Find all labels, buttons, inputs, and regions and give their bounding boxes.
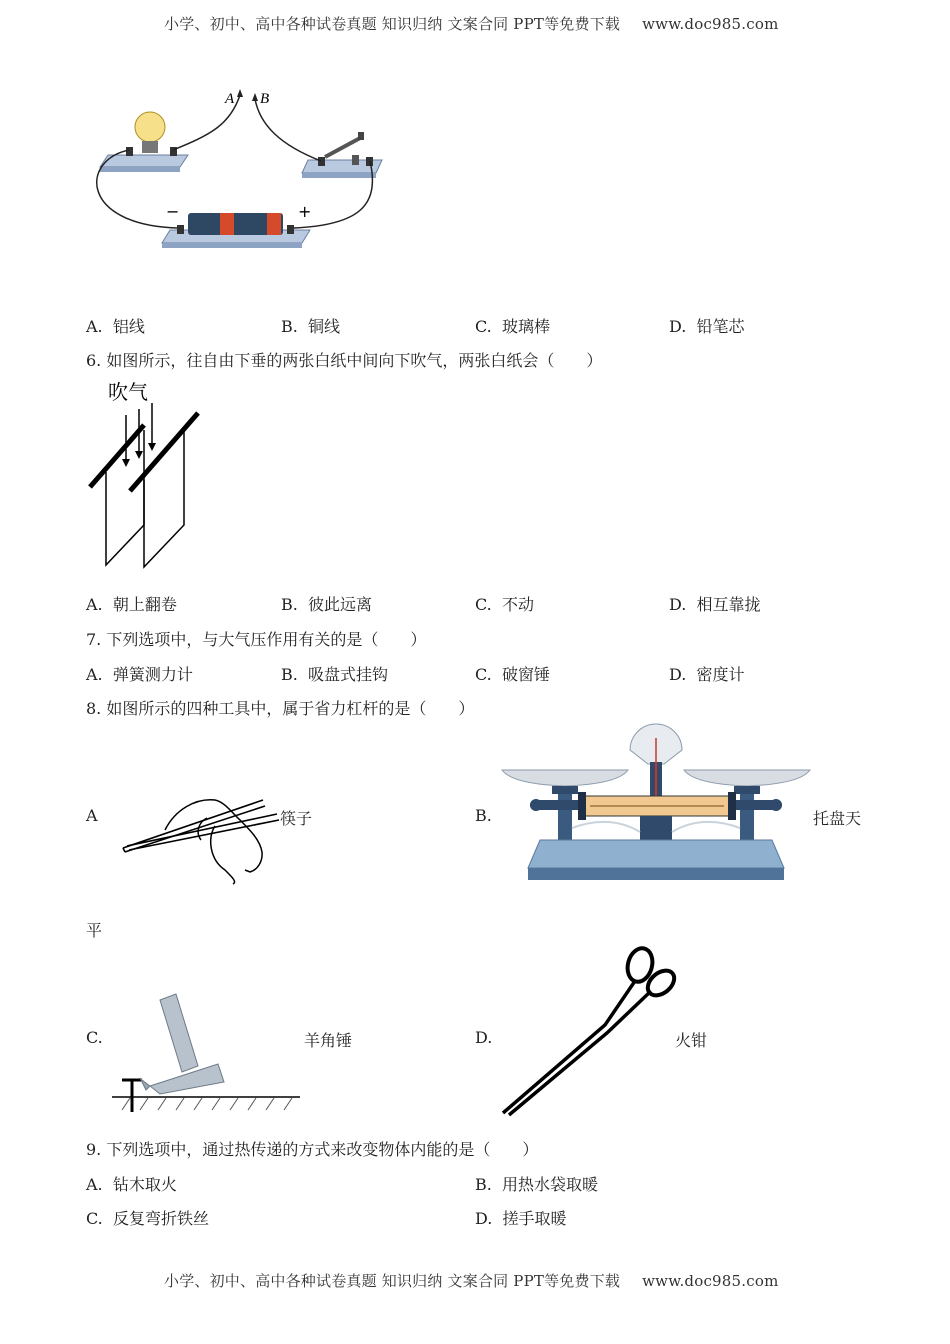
q7-option-c[interactable]: C. 破窗锤 [475,665,550,684]
q8-a-name: 筷子 [280,809,313,828]
header-text: 小学、初中、高中各种试卷真题 知识归纳 文案合同 PPT等免费下载 [164,15,621,33]
q9-option-d[interactable]: D. 搓手取暖 [475,1209,567,1228]
q9-option-a[interactable]: A. 钻木取火 [86,1175,177,1194]
q7-stem: 7. 下列选项中，与大气压作用有关的是（ ） [86,630,427,649]
q5-option-b[interactable]: B. 铜线 [281,317,341,336]
q6-option-d[interactable]: D. 相互靠拢 [669,595,761,614]
minus-sign: − [166,202,180,221]
q8-b-letter[interactable]: B. [475,806,492,825]
label-b: B [260,91,270,107]
q8-c-name: 羊角锤 [304,1031,353,1050]
q8-b-name-2: 平 [86,921,103,940]
q5-option-c[interactable]: C. 玻璃棒 [475,317,550,336]
q9-option-c[interactable]: C. 反复弯折铁丝 [86,1209,209,1228]
q6-option-a[interactable]: A. 朝上翻卷 [86,595,177,614]
q8-c-letter[interactable]: C. [86,1028,103,1047]
q8-stem: 8. 如图所示的四种工具中，属于省力杠杆的是（ ） [86,699,475,718]
paper-blow-figure [86,375,216,575]
page-footer [164,1270,779,1291]
q8-d-name: 火钳 [675,1031,708,1050]
chopsticks-figure [115,790,285,885]
page-header [164,13,779,34]
q9-option-b[interactable]: B. 用热水袋取暖 [475,1175,599,1194]
footer-site[interactable]: www.doc985.com [642,1272,779,1290]
balance-figure [500,728,812,884]
blow-label: 吹气 [108,380,148,404]
fire-tongs-figure [495,945,680,1120]
q7-option-b[interactable]: B. 吸盘式挂钩 [281,665,389,684]
footer-text: 小学、初中、高中各种试卷真题 知识归纳 文案合同 PPT等免费下载 [164,1272,621,1290]
q6-option-c[interactable]: C. 不动 [475,595,534,614]
q7-option-d[interactable]: D. 密度计 [669,665,745,684]
q8-a-letter[interactable]: A [86,806,98,825]
label-a: A [225,91,235,107]
header-site[interactable]: www.doc985.com [642,15,779,33]
q5-option-d[interactable]: D. 铅笔芯 [669,317,745,336]
q7-option-a[interactable]: A. 弹簧测力计 [86,665,193,684]
q8-b-name-1: 托盘天 [813,809,862,828]
circuit-figure [80,85,400,255]
plus-sign: + [298,202,312,221]
q9-stem: 9. 下列选项中，通过热传递的方式来改变物体内能的是（ ） [86,1140,539,1159]
bulb-icon [135,112,165,142]
q6-option-b[interactable]: B. 彼此远离 [281,595,373,614]
q5-option-a[interactable]: A. 铝线 [86,317,145,336]
claw-hammer-figure [110,990,310,1120]
q8-d-letter[interactable]: D. [475,1028,493,1047]
q6-stem: 6. 如图所示，往自由下垂的两张白纸中间向下吹气，两张白纸会（ ） [86,351,603,370]
